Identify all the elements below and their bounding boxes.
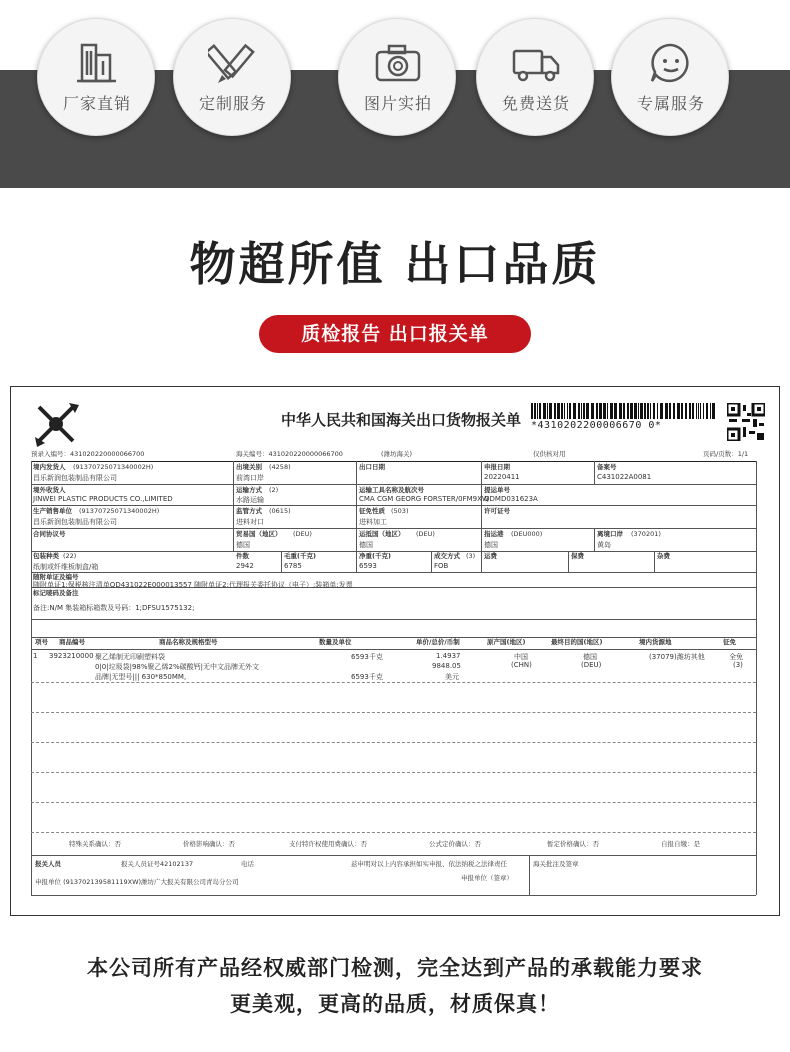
customs-declaration-form bbox=[10, 386, 780, 916]
declaring-agent: 申报单位 (913702139581119XW)潍坊广大报关有限公司青岛分公司 bbox=[35, 878, 239, 886]
pack-label: 包装种类 bbox=[33, 552, 59, 560]
bl-label: 提运单号 bbox=[484, 486, 510, 494]
consignor-code: (91370725071340002H) bbox=[73, 463, 154, 471]
col-qty: 数量及单位 bbox=[319, 638, 352, 646]
item-no: 1 bbox=[33, 652, 38, 660]
dest-country-value: 德国 bbox=[359, 541, 373, 549]
pack-code: (22) bbox=[63, 552, 77, 560]
confirm-price-impact: 价格影响确认：否 bbox=[183, 840, 235, 848]
export-date-label: 出口日期 bbox=[359, 463, 385, 471]
deal-label: 成交方式 bbox=[434, 552, 460, 560]
deal-value: FOB bbox=[434, 562, 449, 570]
supervision-code: (0615) bbox=[269, 507, 291, 515]
confirm-self-declare: 自报自缴：是 bbox=[661, 840, 700, 848]
confirm-provisional-price: 暂定价格确认：否 bbox=[547, 840, 599, 848]
deal-code: (3) bbox=[466, 552, 476, 560]
col-source: 境内货源地 bbox=[639, 638, 672, 646]
page-count: 页码/页数：1/1 bbox=[703, 450, 749, 458]
copy-type: 仅供核对用 bbox=[533, 450, 566, 458]
item-levy-code: (3) bbox=[733, 661, 743, 669]
misc-label: 杂费 bbox=[657, 552, 670, 560]
gross-label: 毛重(千克) bbox=[284, 552, 316, 560]
docs-value: 随附单证1:保税核注清单QD431022E000013557 随附单证2:代理报关委托协议（电子）;装箱单;发票 bbox=[33, 581, 353, 589]
record-no-label: 备案号 bbox=[597, 463, 617, 471]
prerecord-no: 预录入编号：431020220000066700 bbox=[31, 450, 145, 458]
levy-value: 进料加工 bbox=[359, 518, 387, 526]
leave-port-value: 黄岛 bbox=[597, 541, 611, 549]
badge-label: 定制服务 bbox=[198, 94, 267, 113]
transport-value: 水路运输 bbox=[236, 496, 264, 504]
truck-icon bbox=[511, 41, 561, 85]
freight-label: 运费 bbox=[484, 552, 497, 560]
badge-exclusive-service[interactable] bbox=[611, 18, 729, 136]
footer-line-1: 本公司所有产品经权威部门检测，完全达到产品的承载能力要求 bbox=[87, 956, 703, 980]
badge-factory-direct[interactable] bbox=[37, 18, 155, 136]
row-separator bbox=[31, 742, 756, 743]
legal-statement: 兹申明对以上内容承担如实申报、依法纳税之法律责任 bbox=[351, 860, 507, 868]
consignee-label: 境外收货人 bbox=[33, 486, 66, 494]
trade-country-label: 贸易国（地区） bbox=[236, 530, 282, 538]
section-pill: 质检报告 出口报关单 bbox=[259, 315, 531, 353]
item-currency: 美元 bbox=[445, 673, 459, 681]
supervision-value: 进料对口 bbox=[236, 518, 264, 526]
badge-free-delivery[interactable] bbox=[476, 18, 594, 136]
badge-custom-service[interactable] bbox=[173, 18, 291, 136]
item-name-line2: 0|0|垃圾袋|98%聚乙烯2%碳酸钙|无中文品牌无外文 bbox=[95, 663, 260, 671]
consignee-value: JINWEI PLASTIC PRODUCTS CO.,LIMITED bbox=[33, 495, 173, 503]
leave-port-label: 离境口岸 bbox=[597, 530, 623, 538]
dest-port-value: 德国 bbox=[484, 541, 498, 549]
marks-label: 标记唛码及备注 bbox=[33, 589, 79, 597]
confirm-special-relation: 特殊关系确认：否 bbox=[69, 840, 121, 848]
row-separator bbox=[31, 802, 756, 803]
pieces-label: 件数 bbox=[236, 552, 249, 560]
camera-icon bbox=[373, 41, 423, 85]
declare-date-label: 申报日期 bbox=[484, 463, 510, 471]
license-label: 许可证号 bbox=[484, 507, 510, 515]
gross-value: 6785 bbox=[284, 562, 302, 570]
item-name-line3: 品牌|无型号||| 630*850MM, bbox=[95, 673, 187, 681]
dest-country-label: 运抵国（地区） bbox=[359, 530, 405, 538]
producer-value: 昌乐新润包装制品有限公司 bbox=[33, 518, 117, 526]
item-origin-name: 中国 bbox=[514, 653, 528, 661]
col-final-dest: 最终目的国(地区) bbox=[551, 638, 603, 646]
confirm-formula-price: 公式定价确认：否 bbox=[429, 840, 481, 848]
levy-label: 征免性质 bbox=[359, 507, 385, 515]
pieces-value: 2942 bbox=[236, 562, 254, 570]
record-no-value: C431022A0081 bbox=[597, 473, 652, 481]
row-separator bbox=[31, 712, 756, 713]
phone-label: 电话 bbox=[241, 860, 254, 868]
col-price: 单价/总价/币制 bbox=[416, 638, 460, 646]
customs-no: 海关编号：431020220000066700 bbox=[236, 450, 343, 458]
marks-value: 备注:N/M 集装箱标箱数及号码：1;DFSU1575132; bbox=[33, 604, 195, 612]
row-separator bbox=[31, 772, 756, 773]
badge-real-photos[interactable] bbox=[338, 18, 456, 136]
col-hs-code: 商品编号 bbox=[59, 638, 85, 646]
customs-note: 海关批注及签章 bbox=[533, 860, 579, 868]
barcode-number: *4310202200006670 0* bbox=[531, 420, 662, 431]
vessel-value: CMA CGM GEORG FORSTER/0FM9XW bbox=[359, 495, 489, 503]
col-origin: 原产国(地区) bbox=[487, 638, 526, 646]
exit-port-value: 前湾口岸 bbox=[236, 474, 264, 482]
building-icon bbox=[72, 41, 122, 85]
col-levy: 征免 bbox=[723, 638, 736, 646]
item-source: (37079)潍坊其他 bbox=[649, 653, 705, 661]
item-total-price: 9848.05 bbox=[432, 662, 461, 670]
levy-code: (503) bbox=[391, 507, 409, 515]
col-item-no: 项号 bbox=[35, 638, 48, 646]
footer-line-2: 更美观，更高的品质，材质保真！ bbox=[230, 992, 560, 1016]
customs-office: (潍坊海关) bbox=[381, 450, 413, 458]
dest-country-code: (DEU) bbox=[416, 530, 435, 538]
agent-seal: 申报单位（签章） bbox=[461, 874, 513, 882]
declarant-label: 报关人员 bbox=[35, 860, 61, 868]
net-value: 6593 bbox=[359, 562, 377, 570]
badge-label: 专属服务 bbox=[636, 94, 705, 113]
item-final-name: 德国 bbox=[583, 653, 597, 661]
item-levy-name: 全免 bbox=[729, 653, 743, 661]
item-final-code: (DEU) bbox=[581, 661, 602, 669]
item-qty1: 6593千克 bbox=[351, 653, 383, 661]
net-label: 净重(千克) bbox=[359, 552, 391, 560]
insurance-label: 保费 bbox=[571, 552, 584, 560]
pencil-ruler-icon bbox=[208, 41, 258, 85]
declare-date-value: 20220411 bbox=[484, 473, 520, 481]
trade-country-code: (DEU) bbox=[293, 530, 312, 538]
exit-port-code: (4258) bbox=[269, 463, 291, 471]
item-hs: 3923210000 bbox=[49, 652, 94, 660]
confirm-royalty: 支付特许权使用费确认：否 bbox=[289, 840, 367, 848]
consignor-label: 境内发货人 bbox=[33, 463, 66, 471]
form-title: 中华人民共和国海关出口货物报关单 bbox=[280, 411, 521, 429]
item-name-line1: 聚乙烯制无印刷塑料袋 bbox=[95, 653, 165, 661]
badge-label: 免费送货 bbox=[501, 94, 570, 113]
transport-code: (2) bbox=[269, 486, 279, 494]
vessel-label: 运输工具名称及航次号 bbox=[359, 486, 424, 494]
service-badges bbox=[0, 0, 790, 188]
producer-code: (91370725071340002H) bbox=[79, 507, 160, 515]
dest-port-label: 指运港 bbox=[484, 530, 504, 538]
exit-port-label: 出境关别 bbox=[236, 463, 262, 471]
badge-label: 厂家直销 bbox=[62, 94, 131, 113]
producer-label: 生产销售单位 bbox=[33, 507, 72, 515]
trade-country-value: 德国 bbox=[236, 541, 250, 549]
bl-value: QDMD031623A bbox=[484, 495, 538, 503]
contract-label: 合同协议号 bbox=[33, 530, 66, 538]
item-unit-price: 1.4937 bbox=[436, 652, 461, 660]
badge-label: 图片实拍 bbox=[363, 94, 432, 113]
page-headline: 物超所值 出口品质 bbox=[189, 237, 601, 291]
pack-value: 纸制或纤维板制盒/箱 bbox=[33, 563, 99, 571]
transport-label: 运输方式 bbox=[236, 486, 262, 494]
declarant-cert: 报关人员证号42102137 bbox=[121, 860, 194, 868]
consignor-name: 昌乐新润包装制品有限公司 bbox=[33, 474, 117, 482]
leave-port-code: (370201) bbox=[631, 530, 661, 538]
chat-face-icon bbox=[646, 41, 696, 85]
col-name: 商品名称及规格型号 bbox=[159, 638, 218, 646]
row-separator bbox=[31, 832, 756, 833]
dest-port-code: (DEU000) bbox=[511, 530, 543, 538]
item-origin-code: (CHN) bbox=[511, 661, 532, 669]
qr-code bbox=[727, 403, 765, 441]
docs-label: 随附单证及编号 bbox=[33, 573, 79, 581]
item-qty2: 6593千克 bbox=[351, 673, 383, 681]
row-separator bbox=[31, 682, 756, 683]
supervision-label: 监管方式 bbox=[236, 507, 262, 515]
